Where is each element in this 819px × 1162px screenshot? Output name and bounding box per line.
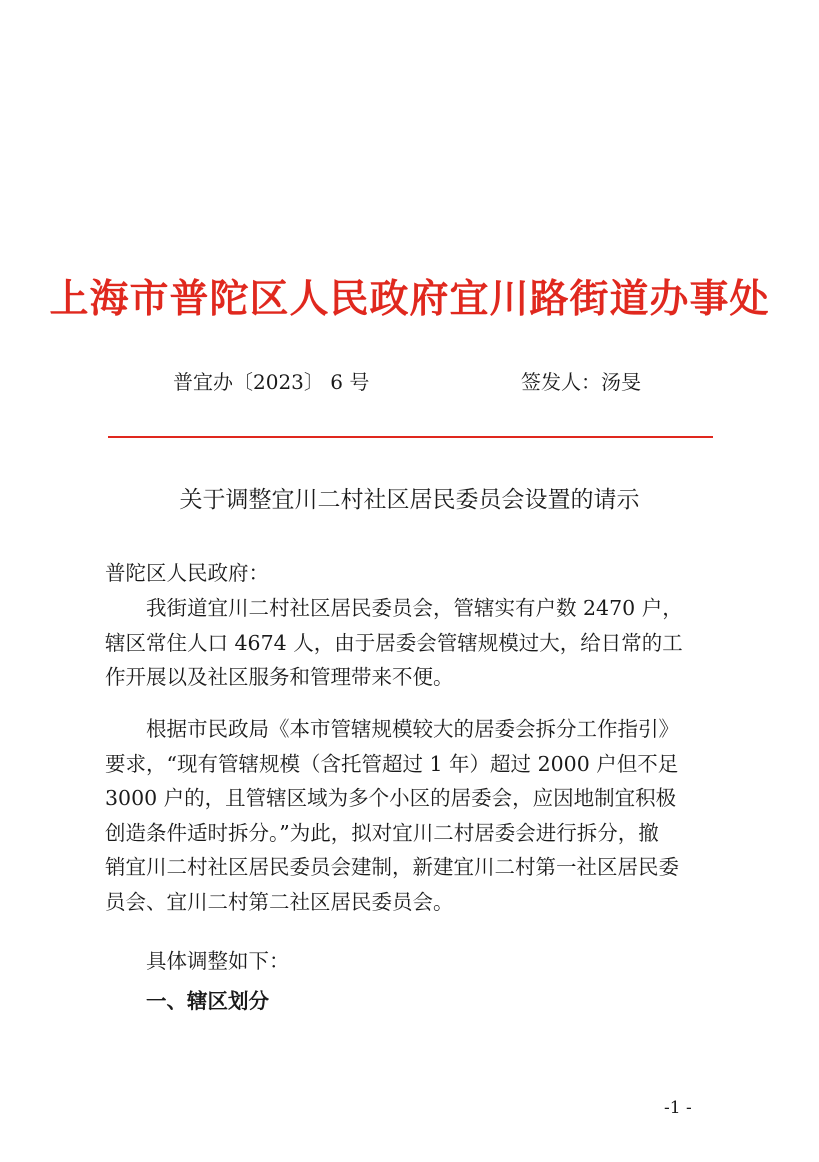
- salutation: 普陀区人民政府：: [105, 561, 269, 585]
- document-title: 关于调整宜川二村社区居民委员会设置的请示: [179, 487, 640, 513]
- paragraph-2-line: 创造条件适时拆分。”为此，拟对宜川二村居委会进行拆分，撤: [105, 820, 659, 845]
- red-divider: [108, 436, 713, 438]
- signer: 签发人：汤旻: [521, 370, 641, 394]
- paragraph-2-line: 3000 户的，且管辖区域为多个小区的居委会，应因地制宜积极: [105, 786, 677, 810]
- section-1-heading: 一、辖区划分: [105, 989, 269, 1013]
- paragraph-1-line: 我街道宜川二村社区居民委员会，管辖实有户数 2470 户，: [105, 596, 683, 620]
- paragraph-2-line: 员会、宜川二村第二社区居民委员会。: [105, 889, 454, 914]
- page-number: -1 -: [664, 1098, 692, 1118]
- paragraph-2: [105, 712, 717, 919]
- document-number: 普宜办〔2023〕 6 号: [173, 370, 370, 394]
- paragraph-2-line: 销宜川二村社区居民委员会建制，新建宜川二村第一社区居民委: [105, 855, 679, 879]
- issuer-header: 上海市普陀区人民政府宜川路街道办事处: [49, 276, 770, 322]
- paragraph-3: 具体调整如下：: [105, 949, 290, 973]
- paragraph-2-line: 要求，“现有管辖规模（含托管超过 1 年）超过 2000 户但不足: [105, 751, 679, 776]
- paragraph-1: [105, 591, 717, 695]
- paragraph-1-line: 作开展以及社区服务和管理带来不便。: [105, 665, 454, 689]
- paragraph-1-line: 辖区常住人口 4674 人，由于居委会管辖规模过大，给日常的工: [105, 630, 683, 655]
- paragraph-2-line: 根据市民政局《本市管辖规模较大的居委会拆分工作指引》: [105, 717, 679, 741]
